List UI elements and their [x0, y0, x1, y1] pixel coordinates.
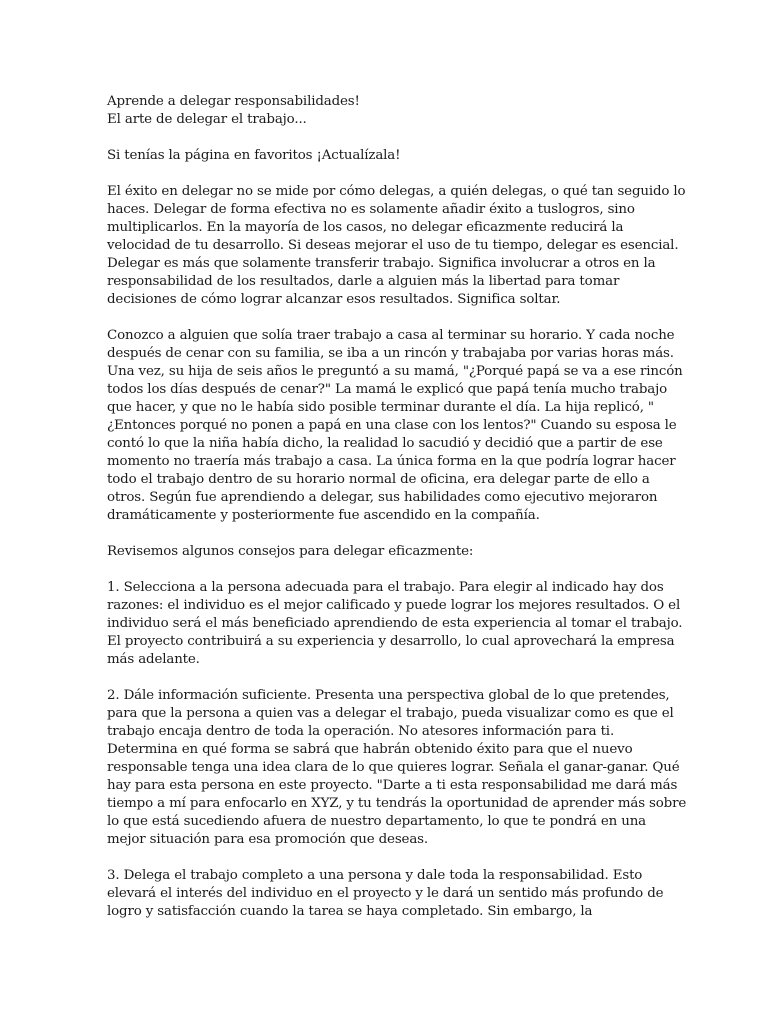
paragraph-line: 3. Delega el trabajo completo a una persona y dale toda la responsabilidad. Esto — [107, 868, 643, 883]
paragraph-line: tiempo a mí para enfocarlo en XYZ, y tu tendrás la oportunidad de aprender más sobre — [107, 796, 687, 811]
paragraph-line: Conozco a alguien que solía traer trabajo a casa al terminar su horario. Y cada noche — [107, 328, 675, 343]
paragraph-line: todo el trabajo dentro de su horario normal de oficina, era delegar parte de ello a — [107, 472, 650, 487]
paragraph-line: Una vez, su hija de seis años le preguntó a su mamá, "¿Porqué papá se va a ese rincón — [107, 364, 683, 379]
paragraph-line: El éxito en delegar no se mide por cómo delegas, a quién delegas, o qué tan seguido lo — [107, 184, 686, 199]
document-header — [107, 93, 667, 129]
paragraph-line: responsable tenga una idea clara de lo que quieres lograr. Señala el ganar-ganar. Qué — [107, 760, 680, 775]
paragraph-line: responsabilidad de los resultados, darle a alguien más la libertad para tomar — [107, 274, 620, 289]
paragraph-line: 2. Dále información suficiente. Presenta una perspectiva global de lo que pretendes, — [107, 688, 670, 703]
paragraph-line: velocidad de tu desarrollo. Si deseas mejorar el uso de tu tiempo, delegar es esencial. — [107, 238, 679, 253]
paragraph-line: lo que está sucediendo afuera de nuestro departamento, lo que te pondrá en una — [107, 814, 647, 829]
paragraph-tip-2 — [107, 687, 687, 849]
paragraph-line: haces. Delegar de forma efectiva no es solamente añadir éxito a tuslogros, sino — [107, 202, 635, 217]
paragraph-story — [107, 327, 683, 525]
paragraph-line: 1. Selecciona a la persona adecuada para el trabajo. Para elegir al indicado hay dos — [107, 580, 664, 595]
paragraph-line: decisiones de cómo lograr alcanzar esos resultados. Significa soltar. — [107, 292, 561, 307]
paragraph-tips-intro — [107, 543, 667, 561]
paragraph-line: más adelante. — [107, 652, 200, 667]
favorites-notice — [107, 147, 667, 165]
paragraph-line: Revisemos algunos consejos para delegar eficazmente: — [107, 544, 474, 559]
paragraph-line: hay para esta persona en este proyecto. "Darte a ti esta responsabilidad me dará más — [107, 778, 678, 793]
paragraph-line: razones: el individuo es el mejor calificado y puede lograr los mejores resultados. O el — [107, 598, 681, 613]
paragraph-line: ¿Entonces porqué no ponen a papá en una clase con los lentos?" Cuando su esposa le — [107, 418, 677, 433]
paragraph-line: contó lo que la niña había dicho, la realidad lo sacudió y decidió que a partir de ese — [107, 436, 663, 451]
paragraph-tip-3 — [107, 867, 667, 921]
paragraph-line: después de cenar con su familia, se iba a un rincón y trabajaba por varias horas más. — [107, 346, 674, 361]
favorites-notice-text: Si tenías la página en favoritos ¡Actualízala! — [107, 148, 401, 163]
paragraph-line: para que la persona a quien vas a delegar el trabajo, pueda visualizar como es que el — [107, 706, 674, 721]
paragraph-line: todos los días después de cenar?" La mamá le explicó que papá tenía mucho trabajo — [107, 382, 668, 397]
paragraph-line: mejor situación para esa promoción que deseas. — [107, 832, 428, 847]
paragraph-line: logro y satisfacción cuando la tarea se haya completado. Sin embargo, la — [107, 904, 593, 919]
paragraph-line: individuo será el más beneficiado aprendiendo de esta experiencia al tomar el trabajo. — [107, 616, 683, 631]
document-page — [107, 93, 687, 939]
paragraph-line: otros. Según fue aprendiendo a delegar, sus habilidades como ejecutivo mejoraron — [107, 490, 658, 505]
paragraph-intro — [107, 183, 686, 309]
paragraph-line: multiplicarlos. En la mayoría de los casos, no delegar eficazmente reducirá la — [107, 220, 624, 235]
paragraph-line: dramáticamente y posteriormente fue ascendido en la compañía. — [107, 508, 540, 523]
paragraph-line: elevará el interés del individuo en el proyecto y le dará un sentido más profundo de — [107, 886, 664, 901]
paragraph-line: que hacer, y que no le había sido posible terminar durante el día. La hija replicó, " — [107, 400, 654, 415]
paragraph-tip-1 — [107, 579, 683, 669]
document-title: Aprende a delegar responsabilidades! — [107, 94, 360, 109]
document-subtitle: El arte de delegar el trabajo... — [107, 112, 307, 127]
paragraph-line: Delegar es más que solamente transferir trabajo. Significa involucrar a otros en la — [107, 256, 656, 271]
paragraph-line: Determina en qué forma se sabrá que habrán obtenido éxito para que el nuevo — [107, 742, 633, 757]
paragraph-line: El proyecto contribuirá a su experiencia y desarrollo, lo cual aprovechará la empresa — [107, 634, 675, 649]
paragraph-line: trabajo encaja dentro de toda la operación. No atesores información para ti. — [107, 724, 615, 739]
paragraph-line: momento no traería más trabajo a casa. La única forma en la que podría lograr hacer — [107, 454, 676, 469]
